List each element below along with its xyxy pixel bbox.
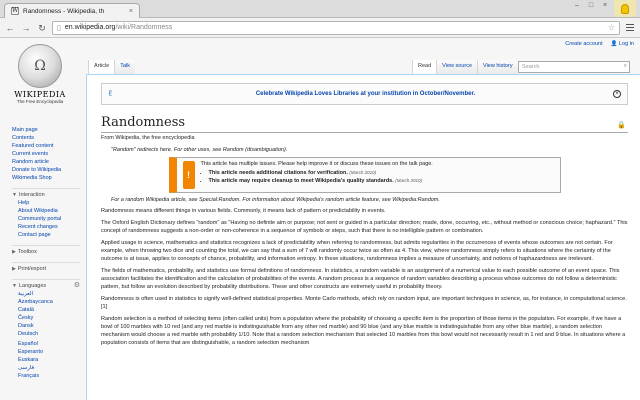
url-host: en.wikipedia.org <box>64 24 116 31</box>
search-icon[interactable]: ⌕ <box>623 63 627 69</box>
language-link[interactable]: فارسی <box>18 365 35 371</box>
language-link[interactable]: العربية <box>18 291 34 297</box>
logo-wordmark: WIKIPEDIA <box>14 90 66 99</box>
user-icon: 👤 <box>610 41 619 47</box>
language-link[interactable]: Català <box>18 307 34 313</box>
issue-item: • This article may require cleanup to meet Wikipedia's quality standards. (March 2010) <box>209 177 433 186</box>
language-link[interactable]: Azərbaycanca <box>18 299 53 305</box>
extension-button[interactable] <box>614 0 636 17</box>
paragraph: Random selection is a method of selecting items (often called units) from a population where the probability of choosing a specific item is the proportion of those items in the population. For example, if we have a bowl of 100 marbles with 10 red (and any red marble is indistinguishable from any other red marble) and 90 blue (and any blue marble is indistinguishable from any other blue marble), a random selection mechanism would choose a red marble with probability 1/10. Note that a random selection mechanism that selected 10 marbles from this bowl would not necessarily result in 1 red and 9 blue. In situations where a population consists of items that are distinguishable, a random selection mechanism <box>101 316 626 346</box>
site-subtitle: From Wikipedia, the free encyclopedia <box>101 135 195 141</box>
browser-toolbar <box>0 18 640 38</box>
page-title: Randomness 🔒 <box>101 115 628 133</box>
triangle-right-icon: ▶ <box>12 266 16 272</box>
triangle-down-icon: ▼ <box>12 192 17 198</box>
url-path: /wiki/Randomness <box>115 24 173 31</box>
sidebar-section-toolbox[interactable]: ▶ Toolbox <box>12 245 80 256</box>
minimize-icon[interactable]: – <box>575 2 579 9</box>
language-link[interactable]: Česky <box>18 315 34 321</box>
maximize-icon[interactable]: □ <box>588 2 594 9</box>
close-icon[interactable]: × <box>613 90 621 98</box>
paragraph: The fields of mathematics, probability, and statistics use formal definitions of randomness. In statistics, a random variable is an assignment of a numerical value to each possible outcome of an event space. This association facilitates the identification and the calculation of probabilities of the events. A random process is a sequence of random variables describing a process whose outcomes do not follow a deterministic pattern, but follow an evolution described by probability distributions. These and other constructs are extremely useful in probability theory. <box>101 268 620 290</box>
sidebar-section-print[interactable]: ▶ Print/export <box>12 262 80 273</box>
central-notice-banner <box>101 83 628 105</box>
hatnote-secondary: For a random Wikipedia article, see Special:Random. For information about Wikipedia's random article feature, see Wikipedia:Random. <box>111 197 440 203</box>
personal-tools <box>565 41 634 47</box>
gear-icon[interactable]: ⚙ <box>73 282 80 289</box>
paragraph: Applied usage in science, mathematics and statistics recognizes a lack of predictability when referring to randomness, but admits regularities in the occurrences of events whose outcomes are not certain. For example, when throwing two dice and counting the total, we can say that a sum of 7 will randomly occur twice as often as 4. This view, where randomness simply refers to situations where the certainty of the outcome is at issue, applies to concepts of chance, probability, and information entropy. In these situations, randomness implies a measure of uncertainty, and notions of haphazardness are irrelevant. <box>101 240 613 262</box>
tab-view-history[interactable]: View history <box>477 60 518 74</box>
close-tab-icon[interactable]: × <box>128 7 133 15</box>
login-link[interactable]: 👤 Log in <box>610 41 634 47</box>
wikipedia-favicon-icon: W <box>12 7 19 14</box>
sidebar-item-shop[interactable]: Wikimedia Shop <box>12 175 52 181</box>
create-account-link[interactable]: Create account <box>565 41 603 47</box>
browser-tabstrip <box>0 0 640 18</box>
tab-view-source[interactable]: View source <box>436 60 477 74</box>
sidebar-item-community[interactable]: Community portal <box>18 216 62 222</box>
browser-tab-title: Randomness - Wikipedia, th <box>23 7 105 15</box>
article-content <box>86 74 640 400</box>
paragraph: The Oxford English Dictionary defines "random" as "Having no definite aim or purpose; not sent or guided in a particular direction; made, done, occurring, etc., without method or conscious choice; haphazard." This concept of randomness suggests a non-order or non-coherence in a sequence of symbols or steps, such that there is no intelligible pattern or combination. <box>101 220 628 234</box>
issue-item: • This article needs additional citations for verification. (March 2010) <box>209 169 433 178</box>
reload-icon[interactable]: ↻ <box>38 22 46 33</box>
sidebar-item-current-events[interactable]: Current events <box>12 151 49 157</box>
sidebar-item-donate[interactable]: Donate to Wikipedia <box>12 167 62 173</box>
puzzle-globe-icon: Ω <box>18 44 62 88</box>
page-icon: ▯ <box>57 24 61 32</box>
lock-icon: 🔒 <box>617 121 626 129</box>
language-link[interactable]: Esperanto <box>18 349 44 355</box>
language-link[interactable]: Français <box>18 373 40 379</box>
sidebar-item-featured[interactable]: Featured content <box>12 143 54 149</box>
view-tabs <box>412 60 518 74</box>
triangle-down-icon: ▼ <box>12 283 17 289</box>
triangle-right-icon: ▶ <box>12 249 16 255</box>
sidebar-item-random[interactable]: Random article <box>12 159 49 165</box>
paragraph: Randomness means different things in various fields. Commonly, it means lack of pattern or predictability in events. <box>101 208 386 214</box>
banner-link[interactable]: Celebrate Wikipedia Loves Libraries at your institution in October/November. <box>255 91 476 97</box>
sidebar-section-interaction[interactable]: ▼ Interaction <box>12 188 80 199</box>
address-bar[interactable] <box>52 21 620 35</box>
issues-notice <box>169 157 561 193</box>
sidebar <box>12 126 80 380</box>
sidebar-item-help[interactable]: Help <box>18 200 30 206</box>
sidebar-item-about[interactable]: About Wikipedia <box>18 208 58 214</box>
search-input[interactable]: Search ⌕ <box>518 61 630 73</box>
library-icon: ℓ <box>108 89 113 99</box>
tab-read[interactable]: Read <box>412 60 436 74</box>
bookmark-star-icon[interactable]: ☆ <box>607 23 615 32</box>
tab-article[interactable]: Article <box>88 60 114 74</box>
sidebar-item-contents[interactable]: Contents <box>12 135 35 141</box>
warning-icon: ! <box>183 161 195 189</box>
wikipedia-logo[interactable] <box>10 44 70 104</box>
hatnote: "Random" redirects here. For other uses, see Random (disambiguation). <box>111 147 288 153</box>
close-window-icon[interactable]: × <box>602 2 608 9</box>
sidebar-item-recent-changes[interactable]: Recent changes <box>18 224 58 230</box>
sidebar-item-contact[interactable]: Contact page <box>18 232 51 238</box>
web-page <box>0 38 640 400</box>
lightbulb-icon <box>621 4 629 14</box>
language-link[interactable]: Deutsch <box>18 331 39 337</box>
language-link[interactable]: Español <box>18 341 38 347</box>
browser-tab[interactable] <box>4 3 140 18</box>
language-link[interactable]: Dansk <box>18 323 34 329</box>
window-controls <box>572 2 610 10</box>
sidebar-section-languages[interactable]: ▼ Languages ⚙ <box>12 279 80 290</box>
issues-intro: This article has multiple issues. Please help improve it or discuss these issues on the talk page. <box>200 161 433 167</box>
logo-tagline: The Free Encyclopedia <box>16 99 64 104</box>
back-icon[interactable]: ← <box>5 22 15 33</box>
browser-menu-icon[interactable] <box>624 24 636 31</box>
namespace-tabs <box>88 60 135 74</box>
paragraph: Randomness is often used in statistics to signify well-defined statistical properties. Monte Carlo methods, which rely on random input, are important techniques in science, as, for instance, in computational science.[1] <box>101 296 627 310</box>
language-link[interactable]: Euskara <box>18 357 39 363</box>
sidebar-item-main-page[interactable]: Main page <box>12 127 38 133</box>
forward-icon[interactable]: → <box>21 22 31 33</box>
tab-talk[interactable]: Talk <box>114 60 135 74</box>
